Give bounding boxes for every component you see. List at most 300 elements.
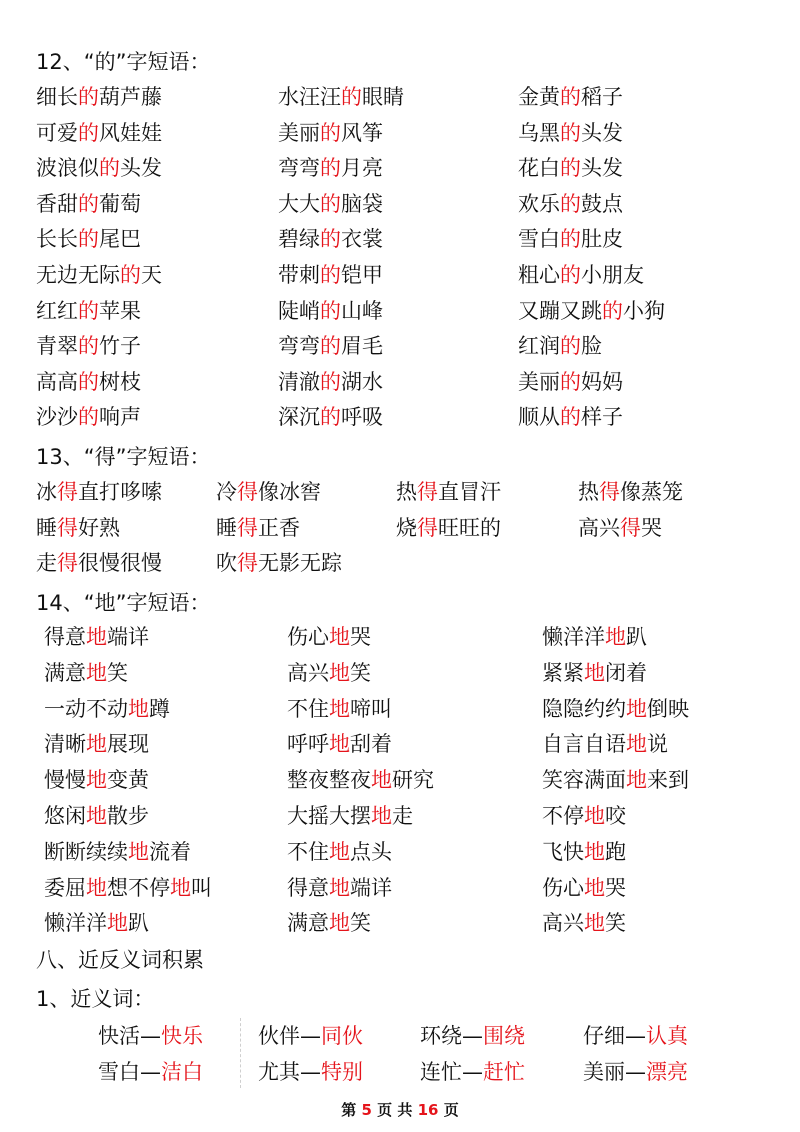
synonym-phrase [420,1055,525,1089]
highlighted-text: 的 [320,405,341,430]
phrase-text: 顺从 [518,405,560,430]
highlighted-text: 地 [329,732,350,757]
phrase-text: 鼓点 [581,191,623,216]
highlighted-text: 漂亮 [646,1060,688,1084]
phrase-text: 烧 [396,515,417,540]
de-phrase [518,329,602,363]
di-phrase [542,906,626,940]
de-phrase [36,329,141,363]
phrase-text: 无边无际 [36,263,120,287]
highlighted-text: 地 [584,839,605,864]
highlighted-text: 地 [86,768,107,793]
di-row [0,799,800,833]
phrase-text: 像蒸笼 [620,480,683,504]
di-phrase [287,656,371,690]
dei-phrase [578,511,662,545]
phrase-text: 山峰 [341,298,383,323]
phrase-text: 水汪汪 [278,85,341,109]
section-heading-di: 14、“地”字短语： [36,591,211,615]
phrase-text: 红红 [36,298,78,323]
de-row [0,116,800,150]
phrase-text: 直冒汗 [438,480,501,504]
di-phrase [44,906,149,940]
phrase-text: 整夜整夜 [287,768,371,793]
dei-row [0,475,800,509]
phrase-text: 眼睛 [362,85,404,109]
dei-phrase [578,475,683,509]
phrase-text: 睡 [216,515,237,540]
phrase-text: 旺旺的 [438,515,501,540]
phrase-text: 无影无踪 [258,551,342,575]
phrase-text: 闭着 [605,660,647,685]
phrase-text: 不停 [542,804,584,828]
highlighted-text: 地 [329,875,350,900]
highlighted-text: 地 [329,696,350,721]
phrase-text: 正香 [258,515,300,540]
di-phrase [44,799,149,833]
di-phrase [542,656,647,690]
highlighted-text: 的 [99,156,120,181]
phrase-text: 树枝 [99,369,141,394]
phrase-text: 一动不动 [44,696,128,721]
highlighted-text: 地 [584,660,605,685]
phrase-text: 自言自语 [542,732,626,757]
highlighted-text: 快乐 [161,1024,203,1048]
di-row [0,656,800,690]
phrase-text: 来到 [647,768,689,793]
phrase-text: 刮着 [350,732,392,757]
highlighted-text: 地 [371,804,392,828]
phrase-text: 头发 [120,156,162,181]
highlighted-text: 地 [626,696,647,721]
dei-phrase [216,475,321,509]
synonym-phrase [98,1019,203,1053]
phrase-text: 风娃娃 [99,120,162,145]
section-heading-de: 12、“的”字短语： [36,50,211,74]
phrase-text: 伤心 [542,875,584,900]
di-row [0,727,800,761]
phrase-text: 可爱 [36,120,78,145]
phrase-text: 碧绿 [278,227,320,252]
di-phrase [287,763,434,797]
di-phrase [44,620,149,654]
highlighted-text: 的 [78,405,99,430]
phrase-text: 环绕— [420,1024,483,1048]
de-phrase [518,151,623,185]
phrase-text: 哭 [350,625,371,649]
di-row [0,763,800,797]
highlighted-text: 地 [86,660,107,685]
dei-phrase [396,511,501,545]
di-phrase [287,835,392,869]
de-phrase [518,222,623,256]
de-phrase [518,400,623,434]
phrase-text: 衣裳 [341,227,383,252]
highlighted-text: 的 [560,405,581,430]
phrase-text: 雪白— [98,1060,161,1084]
highlighted-text: 地 [86,625,107,649]
phrase-text: 说 [647,732,668,757]
phrase-text: 展现 [107,732,149,757]
highlighted-text: 地 [626,732,647,757]
de-row [0,400,800,434]
phrase-text: 笑 [605,911,626,936]
dei-phrase [216,546,342,580]
synonym-phrase [258,1019,363,1053]
phrase-text: 直打哆嗦 [78,480,162,504]
synonym-row [0,1055,800,1089]
highlighted-text: 地 [107,911,128,936]
phrase-text: 叫 [191,875,212,900]
phrase-text: 得意 [287,875,329,900]
phrase-text: 像冰窖 [258,480,321,504]
phrase-text: 笑 [350,911,371,936]
highlighted-text: 的 [560,227,581,252]
phrase-text: 悠闲 [44,804,86,828]
phrase-text: 铠甲 [341,263,383,287]
phrase-text: 欢乐 [518,191,560,216]
dei-row [0,511,800,545]
de-row [0,187,800,221]
de-phrase [518,365,623,399]
phrase-text: 不住 [287,696,329,721]
phrase-text: 美丽 [518,369,560,394]
de-phrase [36,258,162,292]
de-phrase [278,365,383,399]
highlighted-text: 得 [57,551,78,575]
highlighted-text: 的 [78,120,99,145]
phrase-text: 满意 [287,911,329,936]
de-row [0,365,800,399]
highlighted-text: 地 [329,911,350,936]
phrase-text: 冷 [216,480,237,504]
section-heading-part8: 八、近反义词积累 [36,948,204,972]
phrase-text: 妈妈 [581,369,623,394]
phrase-text: 沙沙 [36,405,78,430]
phrase-text: 热 [578,480,599,504]
phrase-text: 仔细— [583,1024,646,1048]
phrase-text: 咬 [605,804,626,828]
dei-phrase [36,511,120,545]
highlighted-text: 围绕 [483,1024,525,1048]
de-phrase [518,80,623,114]
highlighted-text: 地 [605,625,626,649]
di-phrase [44,835,191,869]
footer-current-page: 5 [361,1101,372,1119]
phrase-text: 苹果 [99,298,141,323]
highlighted-text: 的 [320,334,341,359]
phrase-text: 很慢很慢 [78,551,162,575]
phrase-text: 走 [392,804,413,828]
phrase-text: 尾巴 [99,227,141,252]
highlighted-text: 认真 [646,1024,688,1048]
de-row [0,294,800,328]
phrase-text: 样子 [581,405,623,430]
phrase-text: 金黄 [518,85,560,109]
de-phrase [278,187,383,221]
de-row [0,222,800,256]
di-phrase [44,727,149,761]
footer-suffix: 页 [438,1101,459,1119]
highlighted-text: 赶忙 [483,1060,525,1084]
highlighted-text: 的 [120,263,141,287]
phrase-text: 小朋友 [581,263,644,287]
phrase-text: 月亮 [341,156,383,181]
footer-total-pages: 16 [417,1101,439,1119]
highlighted-text: 的 [560,369,581,394]
highlighted-text: 得 [599,480,620,504]
highlighted-text: 得 [237,480,258,504]
phrase-text: 细长 [36,85,78,109]
phrase-text: 端详 [107,625,149,649]
highlighted-text: 的 [320,263,341,287]
de-phrase [518,294,665,328]
highlighted-text: 的 [560,85,581,109]
footer-prefix: 第 [341,1101,362,1119]
phrase-text: 变黄 [107,768,149,793]
phrase-text: 跑 [605,839,626,864]
de-phrase [36,80,162,114]
highlighted-text: 的 [320,120,341,145]
phrase-text: 乌黑 [518,120,560,145]
phrase-text: 呼吸 [341,405,383,430]
phrase-text: 散步 [107,804,149,828]
phrase-text: 得意 [44,625,86,649]
phrase-text: 长长 [36,227,78,252]
phrase-text: 高兴 [287,660,329,685]
highlighted-text: 得 [417,480,438,504]
phrase-text: 响声 [99,405,141,430]
phrase-text: 端详 [350,875,392,900]
phrase-text: 哭 [641,515,662,540]
highlighted-text: 特别 [321,1060,363,1084]
highlighted-text: 的 [78,85,99,109]
di-row [0,906,800,940]
de-phrase [518,187,623,221]
phrase-text: 研究 [392,768,434,793]
phrase-text: 哭 [605,875,626,900]
highlighted-text: 地 [86,875,107,900]
highlighted-text: 地 [584,875,605,900]
de-phrase [36,151,162,185]
phrase-text: 断断续续 [44,839,128,864]
di-phrase [542,871,626,905]
phrase-text: 笑 [350,660,371,685]
synonym-phrase [420,1019,525,1053]
highlighted-text: 的 [560,263,581,287]
phrase-text: 深沉 [278,405,320,430]
highlighted-text: 的 [78,298,99,323]
highlighted-text: 洁白 [161,1060,203,1084]
phrase-text: 笑 [107,660,128,685]
phrase-text: 清澈 [278,369,320,394]
di-phrase [287,906,371,940]
phrase-text: 睡 [36,515,57,540]
dei-row [0,546,800,580]
highlighted-text: 的 [78,334,99,359]
highlighted-text: 得 [417,515,438,540]
di-phrase [44,656,128,690]
di-phrase [542,763,689,797]
phrase-text: 呼呼 [287,732,329,757]
phrase-text: 趴 [626,625,647,649]
phrase-text: 啼叫 [350,696,392,721]
phrase-text: 眉毛 [341,334,383,359]
phrase-text: 波浪似 [36,156,99,181]
di-phrase [287,692,392,726]
phrase-text: 花白 [518,156,560,181]
highlighted-text: 的 [320,369,341,394]
dei-phrase [396,475,501,509]
phrase-text: 竹子 [99,334,141,359]
phrase-text: 清晰 [44,732,86,757]
phrase-text: 飞快 [542,839,584,864]
de-phrase [278,116,383,150]
di-phrase [542,727,668,761]
phrase-text: 吹 [216,551,237,575]
phrase-text: 青翠 [36,334,78,359]
phrase-text: 天 [141,263,162,287]
phrase-text: 趴 [128,911,149,936]
de-phrase [36,187,141,221]
phrase-text: 脸 [581,334,602,359]
phrase-text: 好熟 [78,515,120,540]
phrase-text: 风筝 [341,120,383,145]
highlighted-text: 的 [320,191,341,216]
phrase-text: 走 [36,551,57,575]
phrase-text: 高兴 [578,515,620,540]
de-row [0,258,800,292]
di-phrase [542,835,626,869]
footer-middle: 页 共 [371,1101,418,1119]
highlighted-text: 得 [57,515,78,540]
phrase-text: 雪白 [518,227,560,252]
phrase-text: 想不停 [107,875,170,900]
phrase-text: 伙伴— [258,1024,321,1048]
phrase-text: 倒映 [647,696,689,721]
di-phrase [542,799,626,833]
phrase-text: 陡峭 [278,298,320,323]
phrase-text: 紧紧 [542,660,584,685]
de-phrase [36,222,141,256]
de-phrase [278,258,383,292]
phrase-text: 高兴 [542,911,584,936]
de-phrase [278,151,383,185]
phrase-text: 流着 [149,839,191,864]
phrase-text: 热 [396,480,417,504]
column-divider [240,1018,241,1088]
phrase-text: 大大 [278,191,320,216]
phrase-text: 红润 [518,334,560,359]
di-phrase [542,692,689,726]
de-row [0,80,800,114]
highlighted-text: 的 [560,334,581,359]
highlighted-text: 地 [329,839,350,864]
phrase-text: 隐隐约约 [542,696,626,721]
synonym-phrase [258,1055,363,1089]
phrase-text: 笑容满面 [542,768,626,793]
phrase-text: 头发 [581,120,623,145]
di-phrase [287,620,371,654]
highlighted-text: 的 [560,120,581,145]
synonym-phrase [583,1019,688,1053]
phrase-text: 慢慢 [44,768,86,793]
de-phrase [278,222,383,256]
de-phrase [278,329,383,363]
phrase-text: 稻子 [581,85,623,109]
highlighted-text: 的 [78,227,99,252]
phrase-text: 点头 [350,839,392,864]
de-phrase [518,116,623,150]
di-phrase [44,763,149,797]
highlighted-text: 地 [371,768,392,793]
phrase-text: 湖水 [341,369,383,394]
phrase-text: 葡萄 [99,191,141,216]
de-phrase [36,116,162,150]
phrase-text: 快活— [98,1024,161,1048]
highlighted-text: 的 [560,191,581,216]
highlighted-text: 地 [626,768,647,793]
section-heading-dei: 13、“得”字短语： [36,445,211,469]
phrase-text: 香甜 [36,191,78,216]
highlighted-text: 地 [128,696,149,721]
phrase-text: 不住 [287,839,329,864]
phrase-text: 冰 [36,480,57,504]
dei-phrase [36,475,162,509]
highlighted-text: 地 [170,875,191,900]
de-phrase [278,80,404,114]
highlighted-text: 同伙 [321,1024,363,1048]
di-phrase [44,692,170,726]
phrase-text: 委屈 [44,875,86,900]
highlighted-text: 的 [320,227,341,252]
highlighted-text: 得 [237,551,258,575]
highlighted-text: 地 [86,804,107,828]
highlighted-text: 得 [237,515,258,540]
synonym-phrase [98,1055,203,1089]
phrase-text: 美丽— [583,1060,646,1084]
highlighted-text: 得 [57,480,78,504]
phrase-text: 带刺 [278,263,320,287]
highlighted-text: 的 [341,85,362,109]
phrase-text: 小狗 [623,298,665,323]
di-phrase [287,799,413,833]
de-phrase [518,258,644,292]
highlighted-text: 得 [620,515,641,540]
highlighted-text: 地 [329,625,350,649]
highlighted-text: 的 [560,156,581,181]
page-footer [0,1100,800,1120]
phrase-text: 懒洋洋 [44,911,107,936]
di-row [0,835,800,869]
phrase-text: 头发 [581,156,623,181]
phrase-text: 尤其— [258,1060,321,1084]
dei-phrase [216,511,300,545]
de-phrase [36,365,141,399]
phrase-text: 肚皮 [581,227,623,252]
phrase-text: 大摇大摆 [287,804,371,828]
phrase-text: 满意 [44,660,86,685]
phrase-text: 高高 [36,369,78,394]
di-row [0,692,800,726]
phrase-text: 连忙— [420,1060,483,1084]
phrase-text: 葫芦藤 [99,85,162,109]
di-phrase [542,620,647,654]
phrase-text: 伤心 [287,625,329,649]
highlighted-text: 的 [78,369,99,394]
highlighted-text: 的 [602,298,623,323]
de-row [0,329,800,363]
